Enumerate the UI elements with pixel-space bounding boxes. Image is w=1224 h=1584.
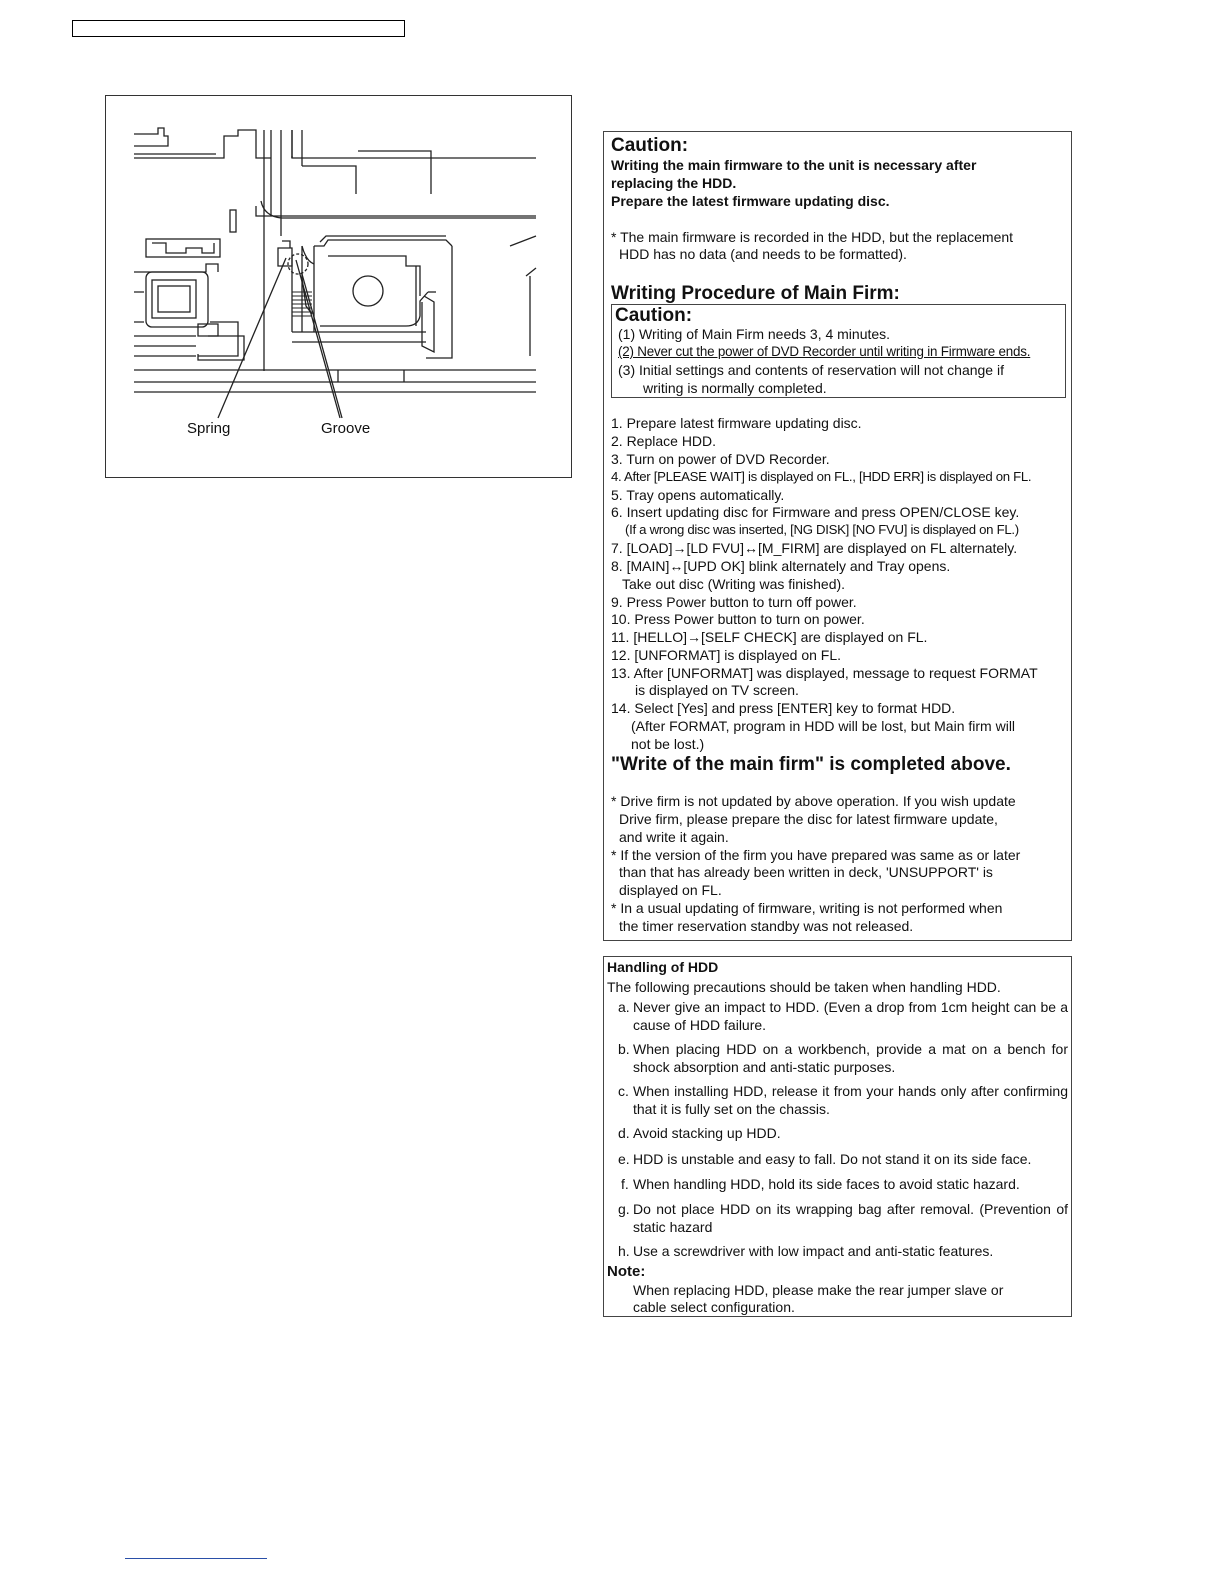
header-box [72,20,405,37]
note-line: the timer reservation standby was not released. [619,918,914,934]
note-line: * In a usual updating of firmware, writing is not performed when [611,900,1003,916]
step: 11. [HELLO]→[SELF CHECK] are displayed on FL. [611,629,928,645]
mechanism-figure [105,95,572,478]
hdd-item-letter: a. [618,999,630,1015]
step: 1. Prepare latest firmware updating disc. [611,415,862,431]
groove-label: Groove [321,420,371,437]
hdd-item-letter: g. [618,1201,630,1217]
step: Take out disc (Writing was finished). [622,576,846,592]
step: 3. Turn on power of DVD Recorder. [611,451,830,467]
hdd-item-letter: h. [618,1243,630,1259]
caution-title: Caution: [611,135,689,156]
hdd-item-letter: f. [621,1176,629,1192]
step: 5. Tray opens automatically. [611,487,785,503]
step: 13. After [UNFORMAT] was displayed, message to request FORMAT [611,665,1038,681]
step: not be lost.) [631,736,705,752]
caution-bold-line: Writing the main firmware to the unit is necessary after [611,157,977,173]
inner-caution-line: (1) Writing of Main Firm needs 3, 4 minutes. [618,326,891,342]
inner-caution-title: Caution: [615,305,693,326]
hdd-item-letter: b. [618,1041,630,1057]
step: 6. Insert updating disc for Firmware and press OPEN/CLOSE key. [611,504,1020,520]
footer-link-line [125,1558,267,1559]
inner-caution-line: (3) Initial settings and contents of reservation will not change if [618,362,1004,378]
hdd-item-text: Avoid stacking up HDD. [633,1125,781,1141]
step: is displayed on TV screen. [635,682,799,698]
hdd-note-title: Note: [607,1263,646,1280]
step: 14. Select [Yes] and press [ENTER] key to format HDD. [611,700,956,716]
step: 12. [UNFORMAT] is displayed on FL. [611,647,842,663]
inner-caution-line: writing is normally completed. [643,380,827,396]
step: 4. After [PLEASE WAIT] is displayed on FL., [HDD ERR] is displayed on FL. [611,469,1032,484]
note-line: and write it again. [619,829,729,845]
note-line: * Drive firm is not updated by above operation. If you wish update [611,793,1016,809]
hdd-item-text: When handling HDD, hold its side faces to avoid static hazard. [633,1176,1020,1192]
step: (If a wrong disc was inserted, [NG DISK] [NO FVU] is displayed on FL.) [625,522,1019,537]
step: 10. Press Power button to turn on power. [611,611,865,627]
hdd-item-text: Never give an impact to HDD. (Even a drop from 1cm height can be a cause of HDD failure. [633,999,1068,1033]
step: 7. [LOAD]→[LD FVU]↔[M_FIRM] are displayed on FL alternately. [611,540,1018,556]
hdd-title: Handling of HDD [607,959,719,975]
caution-note-line: HDD has no data (and needs to be formatted). [619,246,907,262]
inner-caution-line: (2) Never cut the power of DVD Recorder until writing in Firmware ends. [618,344,1031,359]
caution-note-line: * The main firmware is recorded in the HDD, but the replacement [611,229,1014,245]
step: (After FORMAT, program in HDD will be lost, but Main firm will [631,718,1016,734]
hdd-item-text: Use a screwdriver with low impact and anti-static features. [633,1243,994,1259]
step: 2. Replace HDD. [611,433,717,449]
caution-bold-line: Prepare the latest firmware updating disc. [611,193,890,209]
hdd-item-text: HDD is unstable and easy to fall. Do not stand it on its side face. [633,1151,1032,1167]
hdd-note-line: cable select configuration. [633,1299,795,1315]
hdd-item-letter: d. [618,1125,630,1141]
note-line: * If the version of the firm you have prepared was same as or later [611,847,1021,863]
hdd-note-line: When replacing HDD, please make the rear jumper slave or [633,1282,1004,1298]
note-line: Drive firm, please prepare the disc for latest firmware update, [619,811,998,827]
hdd-item-text: When placing HDD on a workbench, provide a mat on a bench for shock absorption and anti-static purposes. [633,1041,1068,1075]
step: 8. [MAIN]↔[UPD OK] blink alternately and Tray opens. [611,558,951,574]
hdd-item-letter: c. [618,1083,629,1099]
spring-label: Spring [187,420,231,437]
hdd-intro: The following precautions should be taken when handling HDD. [607,979,1001,995]
note-line: displayed on FL. [619,882,722,898]
caution-bold-line: replacing the HDD. [611,175,737,191]
procedure-title: Writing Procedure of Main Firm: [611,283,900,304]
note-line: than that has already been written in deck, 'UNSUPPORT' is [619,864,993,880]
hdd-item-letter: e. [618,1151,630,1167]
hdd-item-text: Do not place HDD on its wrapping bag after removal. (Prevention of static hazard [633,1201,1068,1235]
step: 9. Press Power button to turn off power. [611,594,857,610]
hdd-item-text: When installing HDD, release it from your hands only after confirming that it is fully set on the chassis. [633,1083,1068,1117]
completed-heading: "Write of the main firm" is completed above. [611,754,1011,775]
